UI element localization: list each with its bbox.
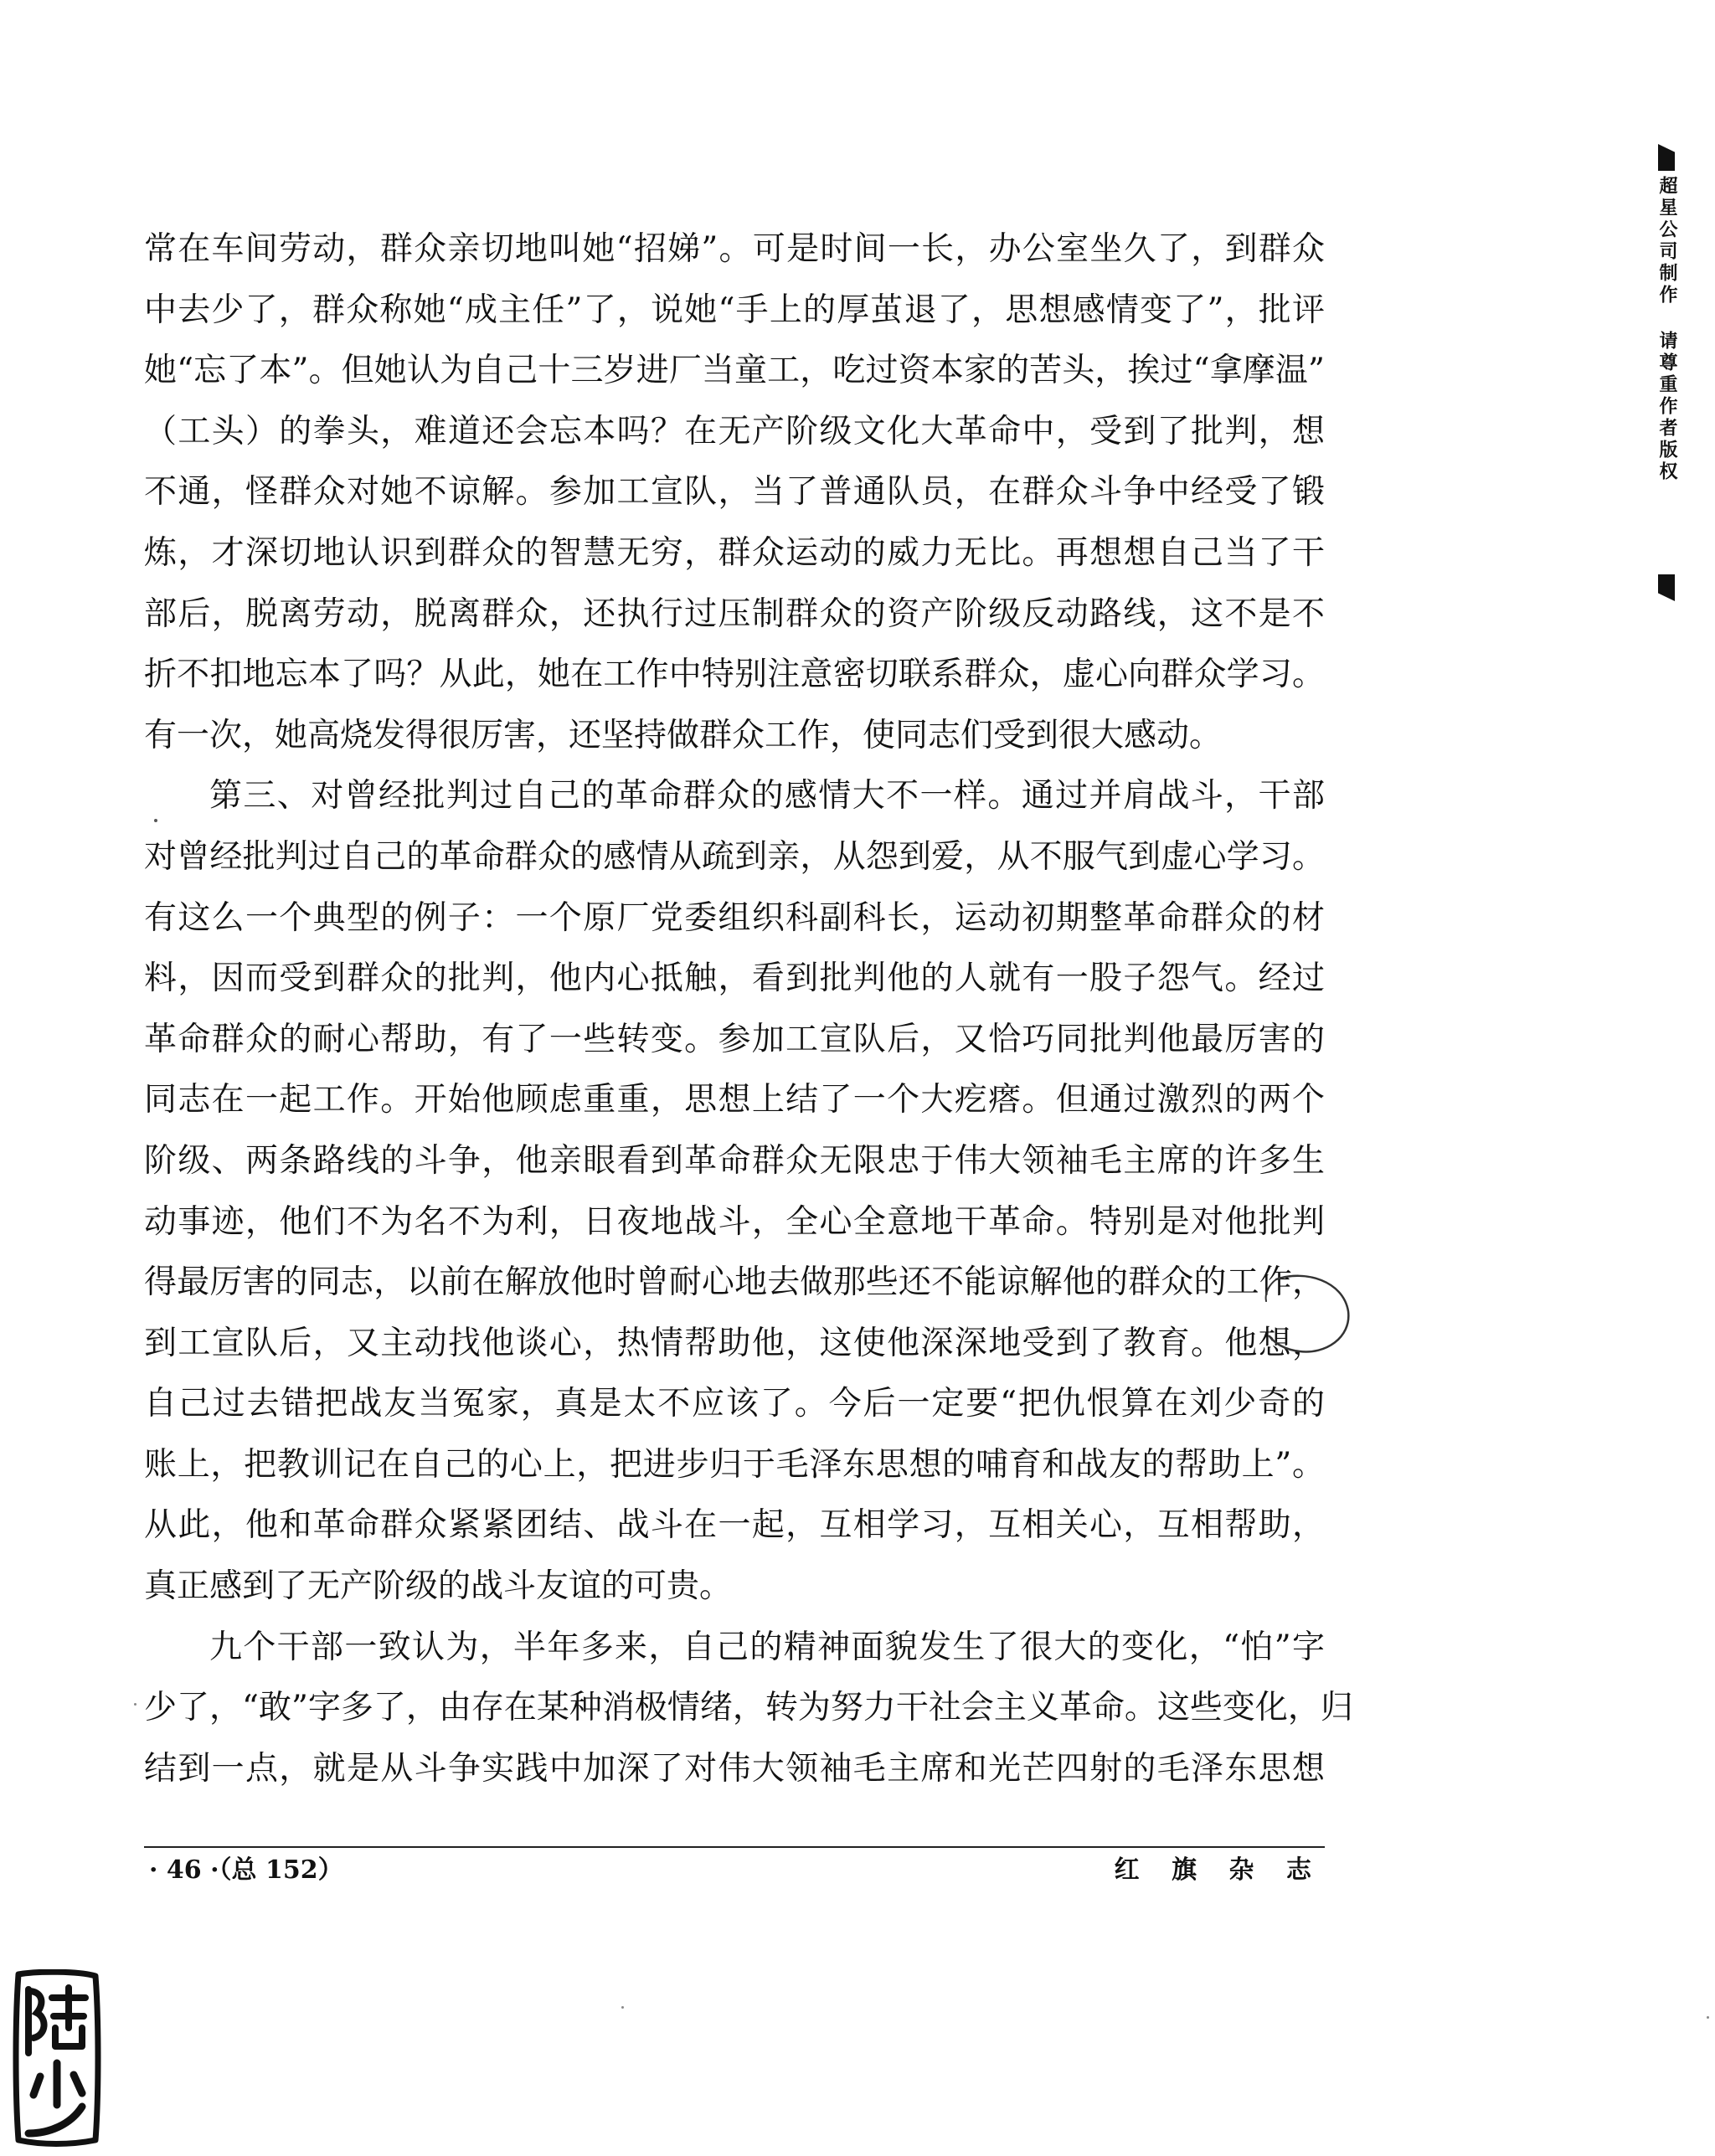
copyright-notice	[1651, 144, 1682, 601]
text-line: 有这么一个典型的例子：一个原厂党委组织科副科长，运动初期整革命群众的材	[144, 898, 1325, 937]
text-line: 常在车间劳动，群众亲切地叫她“招娣”。可是时间一长，办公室坐久了，到群众	[144, 230, 1325, 268]
copyright-bar-bottom	[1658, 574, 1675, 601]
scan-speck	[621, 2006, 624, 2009]
text-line: 中去少了，群众称她“成主任”了，说她“手上的厚茧退了，思想感情变了”，批评	[144, 291, 1325, 329]
text-line: （工头）的拳头，难道还会忘本吗？在无产阶级文化大革命中，受到了批判，想	[144, 412, 1325, 450]
journal-name: 红 旗 杂 志	[1114, 1855, 1323, 1885]
text-line: 部后，脱离劳动，脱离群众，还执行过压制群众的资产阶级反动路线，这不是不	[144, 594, 1325, 633]
text-line: 到工宣队后，又主动找他谈心，热情帮助他，这使他深深地受到了教育。他想，	[144, 1324, 1325, 1362]
pencil-circle-mark	[1259, 1273, 1353, 1356]
text-line: 折不扣地忘本了吗？从此，她在工作中特别注意密切联系群众，虚心向群众学习。	[144, 656, 1325, 694]
text-line: 有一次，她高烧发得很厉害，还坚持做群众工作，使同志们受到很大感动。	[144, 716, 1223, 754]
text-line: 革命群众的耐心帮助，有了一些转变。参加工宣队后，又恰巧同批判他最厉害的	[144, 1020, 1325, 1058]
text-line: 账上，把教训记在自己的心上，把进步归于毛泽东思想的哺育和战友的帮助上”。	[144, 1445, 1325, 1484]
text-line: 从此，他和革命群众紧紧团结、战斗在一起，互相学习，互相关心，互相帮助，	[144, 1506, 1325, 1545]
paragraph-first-line: 第三、对曾经批判过自己的革命群众的感情大不一样。通过并肩战斗，干部	[209, 777, 1325, 816]
text-line: 同志在一起工作。开始他顾虑重重，思想上结了一个大疙瘩。但通过激烈的两个	[144, 1081, 1325, 1119]
text-line: 炼，才深切地认识到群众的智慧无穷，群众运动的威力无比。再想想自己当了干	[144, 533, 1325, 572]
text-line: 真正感到了无产阶级的战斗友谊的可贵。	[144, 1567, 733, 1606]
text-line: 阶级、两条路线的斗争，他亲眼看到革命群众无限忠于伟大领袖毛主席的许多生	[144, 1141, 1325, 1180]
text-line: 动事迹，他们不为名不为利，日夜地战斗，全心全意地干革命。特别是对他批判	[144, 1202, 1325, 1241]
text-line: 自己过去错把战友当冤家，真是太不应该了。今后一定要“把仇恨算在刘少奇的	[144, 1385, 1325, 1423]
body-text	[144, 219, 1353, 1799]
text-line: 对曾经批判过自己的革命群众的感情从疏到亲，从怨到爱，从不服气到虚心学习。	[144, 837, 1325, 876]
text-line: 得最厉害的同志，以前在解放他时曾耐心地去做那些还不能谅解他的群众的工作，	[144, 1263, 1325, 1302]
text-line: 她“忘了本”。但她认为自己十三岁进厂当童工，吃过资本家的苦头，挨过“拿摩温”	[144, 352, 1325, 390]
scan-speck	[134, 1703, 136, 1706]
footer-rule	[144, 1846, 1325, 1848]
text-line: 料，因而受到群众的批判，他内心抵触，看到批判他的人就有一股子怨气。经过	[144, 960, 1325, 998]
page-number: · 46 ·（总 152）	[149, 1855, 343, 1885]
scan-speck	[1707, 2016, 1709, 2019]
text-line: 不通，怪群众对她不谅解。参加工宣队，当了普通队员，在群众斗争中经受了锻	[144, 473, 1325, 512]
paragraph-first-line: 九个干部一致认为，半年多来，自己的精神面貌发生了很大的变化，“怕”字	[209, 1628, 1325, 1666]
copyright-text: 超星公司制作 请尊重作者版权	[1656, 176, 1677, 483]
text-line: 结到一点，就是从斗争实践中加深了对伟大领袖毛主席和光芒四射的毛泽东思想	[144, 1749, 1325, 1788]
seal-stamp	[12, 1969, 102, 2147]
copyright-bar-top	[1658, 144, 1675, 171]
text-line: 少了，“敢”字多了，由存在某种消极情绪，转为努力干社会主义革命。这些变化，归	[144, 1689, 1353, 1727]
